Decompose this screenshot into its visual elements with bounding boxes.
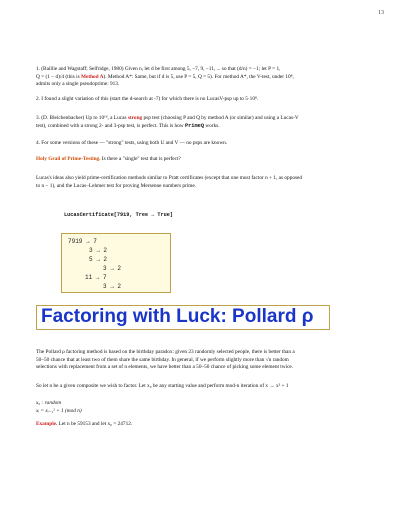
item-3-line-c: test), combined with a strong 2- and 3-psp test, is perfect. This is how (36, 122, 185, 129)
item-3-paragraph (36, 115, 376, 130)
item-1-paragraph (36, 66, 376, 89)
lucas-line-b: to n − 1), and the Lucas–Lehmer test for proving Mersenne numbers prime. (36, 182, 197, 189)
item-3-line-d: works. (204, 122, 220, 129)
item-3-line-a: 3. (D. Bleichenbacher) Up to 10¹⁶, a Lucas (36, 115, 128, 121)
page-number: 13 (378, 10, 384, 16)
example-text: Let n be 59153 and let x₀ = 24712. (57, 421, 133, 427)
method-a-highlight: Method A (80, 73, 104, 80)
section-heading-box (36, 305, 330, 330)
tree-node-6: 3 → 2 (103, 283, 122, 290)
lucas-paragraph (36, 175, 376, 190)
item-4-paragraph: 4. For some versions of these — "strong" tests, using both U and V — no psps are known. (36, 140, 228, 146)
pollard-line-c: selections with replacement from a set of n elements, we have better than a 50–50 chance of picking some element twice. (36, 364, 294, 371)
example-paragraph (36, 421, 376, 429)
strong-highlight: strong (127, 115, 143, 121)
item-3-line-b: psp test (choosing P and Q by method A (or similar) and using a Lucas-V (142, 115, 299, 121)
pollard-paragraph (36, 349, 376, 372)
section-heading: Factoring with Luck: Pollard ρ (41, 306, 314, 327)
lucas-line-a: Lucas's ideas also yield prime-certification methods similar to Pratt certificates (except that one must factor n + 1, as opposed (36, 175, 303, 181)
item-2-paragraph: 2. I found a slight variation of this (start the d-search at -7) for which there is no LucasV-psp up to 5·10⁸. (36, 96, 259, 102)
certificate-tree-output (61, 233, 171, 293)
code-input-line: LucasCertificate[7919, Tree → True] (64, 212, 173, 218)
pollard-line-a: The Pollard ρ factoring method is based on the birthday paradox: given 23 randomly selected people, there is better than a (36, 349, 295, 355)
primeq-code: PrimeQ (184, 122, 205, 129)
composite-paragraph: So let n be a given composite we wish to factor. Let x₀ be any starting value and perform mod-n iteration of x → x² + 1 (36, 383, 289, 389)
tree-node-3: 5 → 2 (89, 256, 108, 263)
tree-node-5: 11 → 7 (85, 274, 107, 281)
item-1-line-c: ). Method A*: Same, but if d is 5, use P = 5, Q = 5). For method A*, the V-test, under 10⁸, (103, 73, 294, 80)
example-label: Example. (36, 421, 58, 427)
tree-node-1: 7919 → 7 (68, 238, 97, 245)
iteration-line-1: x₀ : random (36, 400, 62, 406)
tree-node-4: 3 → 2 (103, 265, 122, 272)
item-1-line-b: Q = (1 − d)/4 (this is (36, 73, 81, 80)
holy-grail-paragraph (36, 156, 376, 164)
item-1-line-a: 1. (Baillie and Wagstaff; Selfridge, 1980) Given n, let d be first among 5, −7, 9, −11, ... so that (d/n) = −1; let P = 1, (36, 66, 281, 72)
item-1-line-d: admits only a single pseudoprime: 913. (36, 81, 120, 88)
iteration-definition (36, 400, 376, 415)
iteration-line-2: xᵢ = xᵢ₋₁² + 1 (mod n) (36, 407, 82, 414)
holy-grail-question: Is there a "single" test that is perfect? (100, 156, 181, 162)
pollard-line-b: 50–50 chance that at least two of them share the same birthday. In general, if we perform slightly more than √n random (36, 356, 289, 363)
holy-grail-label: Holy Grail of Prime-Testing. (36, 156, 101, 162)
tree-node-2: 3 → 2 (89, 247, 108, 254)
